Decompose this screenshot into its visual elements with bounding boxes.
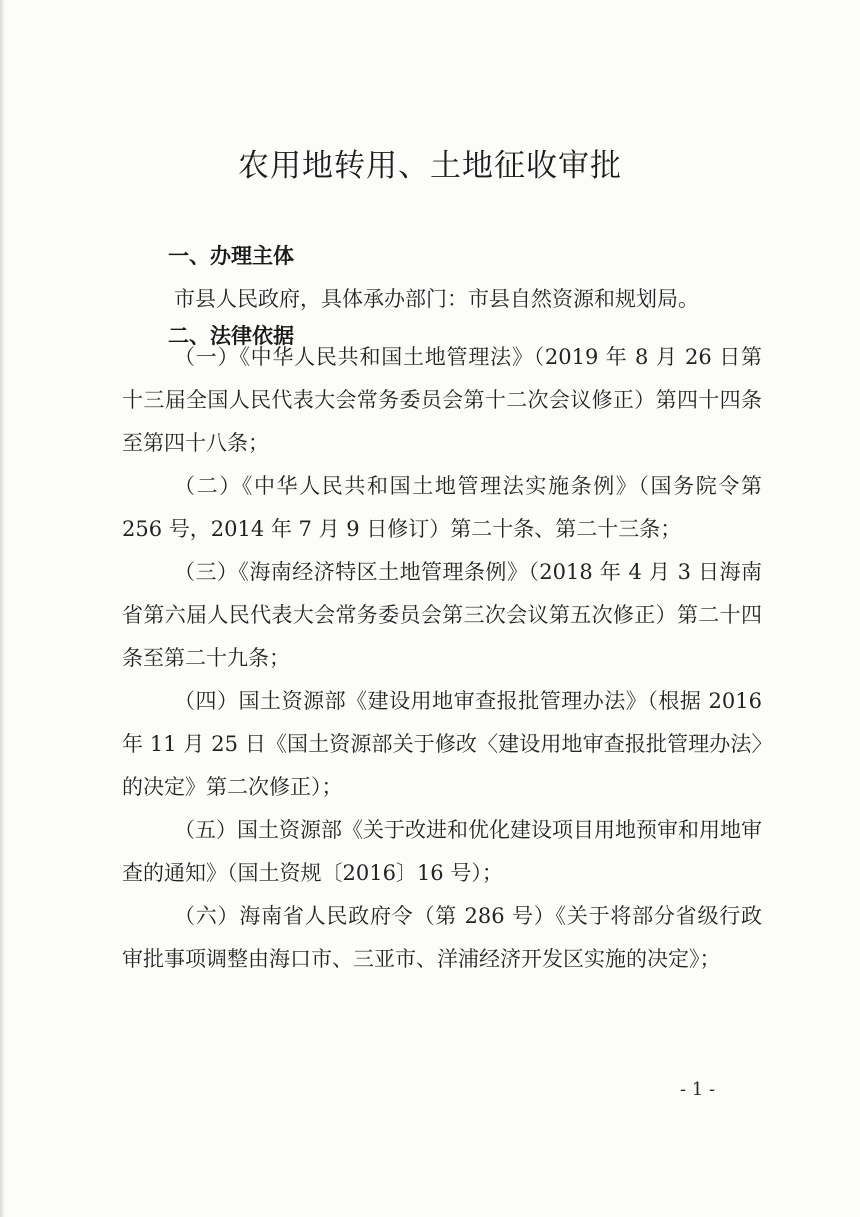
legal-basis-item: （六）海南省人民政府令（第 286 号）《关于将部分省级行政审批事项调整由海口市、三亚市、洋浦经济开发区实施的决定》； [122, 904, 762, 971]
legal-basis-item: （二）《中华人民共和国土地管理法实施条例》（国务院令第 256 号，2014 年 7 月 9 日修订）第二十条、第二十三条； [122, 474, 762, 541]
section-heading-legal-basis: 二、法律依据 [168, 324, 294, 348]
section-heading-handling-subject: 一、办理主体 [168, 244, 294, 268]
page-number: - 1 - [680, 1079, 716, 1100]
document-title: 农用地转用、土地征收审批 [238, 148, 622, 184]
section-body-handling-subject: 市县人民政府，具体承办部门：市县自然资源和规划局。 [174, 287, 699, 311]
legal-basis-item: （四）国土资源部《建设用地审查报批管理办法》（根据 2016 年 11 月 25 日《国土资源部关于修改〈建设用地审查报批管理办法〉的决定》第二次修正）； [122, 689, 762, 799]
legal-basis-item: （三）《海南经济特区土地管理条例》（2018 年 4 月 3 日海南省第六届人民代表大会常务委员会第三次会议第五次修正）第二十四条至第二十九条； [122, 560, 762, 670]
legal-basis-item: （五）国土资源部《关于改进和优化建设项目用地预审和用地审查的通知》（国土资规〔2016〕16 号）； [122, 818, 762, 885]
legal-basis-item: （一）《中华人民共和国土地管理法》（2019 年 8 月 26 日第十三届全国人民代表大会常务委员会第十二次会议修正）第四十四条至第四十八条； [122, 345, 762, 455]
